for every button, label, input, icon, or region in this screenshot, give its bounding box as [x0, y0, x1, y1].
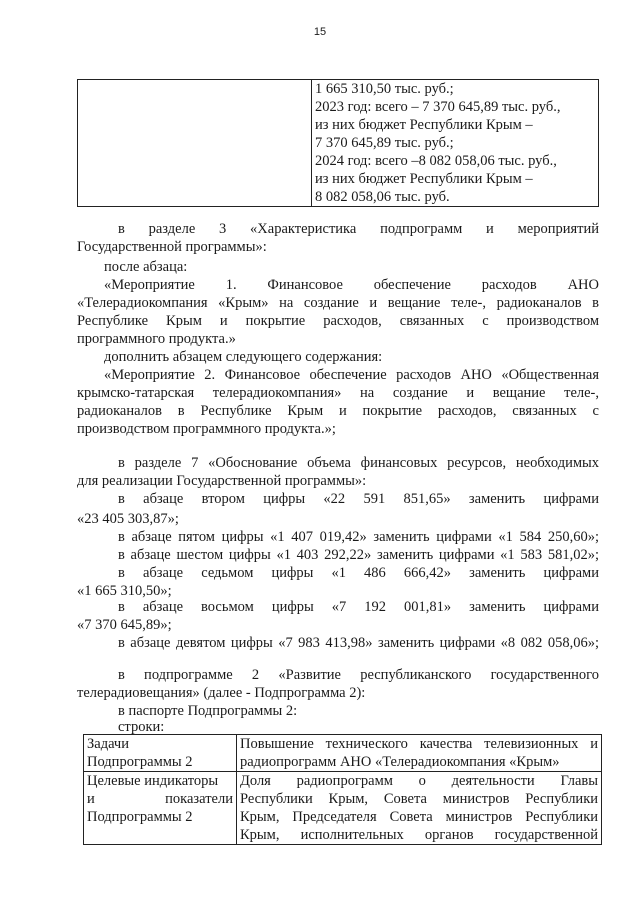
- cell-line: Подпрограммы 2: [87, 809, 193, 825]
- cell-line: Целевые индикаторы: [87, 773, 219, 789]
- text-line: дополнить абзацем следующего содержания:: [104, 349, 383, 365]
- table-cell: [84, 735, 237, 772]
- table-cell: [84, 772, 237, 845]
- cell-line: Подпрограммы 2: [87, 754, 193, 770]
- text-line: «Мероприятие 1. Финансовое обеспечение расходов АНО: [104, 277, 599, 293]
- table-row: [84, 735, 602, 772]
- text-line: в абзаце шестом цифры «1 403 292,22» заменить цифрами «1 583 581,02»;: [118, 547, 599, 563]
- empty-cell: [78, 80, 312, 207]
- budget-line: из них бюджет Республики Крым –: [315, 117, 533, 133]
- table-cell: [237, 735, 602, 772]
- text-line: «1 665 310,50»;: [77, 583, 172, 599]
- budget-line: 8 082 058,06 тыс. руб.: [315, 189, 450, 205]
- text-line: крымско-татарская телерадиокомпания» на создание и вещание теле-,: [77, 385, 599, 401]
- page-number: 15: [313, 26, 327, 38]
- cell-line: и показатели: [87, 791, 233, 807]
- budget-line: 2023 год: всего – 7 370 645,89 тыс. руб.,: [315, 99, 561, 115]
- cell-line: Доля радиопрограмм о деятельности Главы: [240, 773, 598, 789]
- budget-line: 2024 год: всего –8 082 058,06 тыс. руб.,: [315, 153, 557, 169]
- budget-cell: [312, 80, 599, 207]
- text-line: после абзаца:: [104, 259, 188, 275]
- budget-continuation-table: [77, 79, 599, 207]
- text-line: в разделе 3 «Характеристика подпрограмм и мероприятий: [118, 221, 599, 237]
- text-line: «Телерадиокомпания «Крым» на создание и вещание теле-, радиоканалов в: [77, 295, 599, 311]
- text-line: радиоканалов в Республике Крым и покрытие расходов, связанных с: [77, 403, 599, 419]
- text-line: для реализации Государственной программы»:: [77, 473, 367, 489]
- text-line: строки:: [118, 719, 165, 735]
- text-line: программного продукта.»: [77, 331, 236, 347]
- cell-line: Задачи: [87, 736, 129, 752]
- text-line: производством программного продукта.»;: [77, 421, 336, 437]
- text-line: в разделе 7 «Обоснование объема финансовых ресурсов, необходимых: [118, 455, 599, 471]
- cell-line: Крым, исполнительных органов государственной: [240, 827, 598, 843]
- passport-table: [83, 734, 602, 845]
- cell-line: радиопрограмм АНО «Телерадиокомпания «Крым»: [240, 754, 560, 770]
- text-line: «23 405 303,87»;: [77, 511, 179, 527]
- cell-line: Крым, Председателя Совета министров Республики: [240, 809, 598, 825]
- budget-line: из них бюджет Республики Крым –: [315, 171, 533, 187]
- budget-line: 1 665 310,50 тыс. руб.;: [315, 81, 454, 97]
- text-line: «7 370 645,89»;: [77, 617, 172, 633]
- text-line: в абзаце седьмом цифры «1 486 666,42» заменить цифрами: [118, 565, 599, 581]
- table-row: [84, 772, 602, 845]
- text-line: в абзаце пятом цифры «1 407 019,42» заменить цифрами «1 584 250,60»;: [118, 529, 599, 545]
- table-cell: [237, 772, 602, 845]
- text-line: Государственной программы»:: [77, 239, 267, 255]
- budget-line: 7 370 645,89 тыс. руб.;: [315, 135, 454, 151]
- text-line: в абзаце девятом цифры «7 983 413,98» заменить цифрами «8 082 058,06»;: [118, 635, 599, 651]
- text-line: в абзаце восьмом цифры «7 192 001,81» заменить цифрами: [118, 599, 599, 615]
- text-line: в абзаце втором цифры «22 591 851,65» заменить цифрами: [118, 491, 599, 507]
- text-line: «Мероприятие 2. Финансовое обеспечение расходов АНО «Общественная: [104, 367, 599, 383]
- text-line: в паспорте Подпрограммы 2:: [118, 703, 298, 719]
- text-line: Республике Крым и покрытие расходов, связанных с производством: [77, 313, 599, 329]
- text-line: в подпрограмме 2 «Развитие республиканского государственного: [118, 667, 599, 683]
- cell-line: Повышение технического качества телевизионных и: [240, 736, 598, 752]
- cell-line: Республики Крым, Совета министров Республики: [240, 791, 598, 807]
- text-line: телерадиовещания» (далее - Подпрограмма 2):: [77, 685, 366, 701]
